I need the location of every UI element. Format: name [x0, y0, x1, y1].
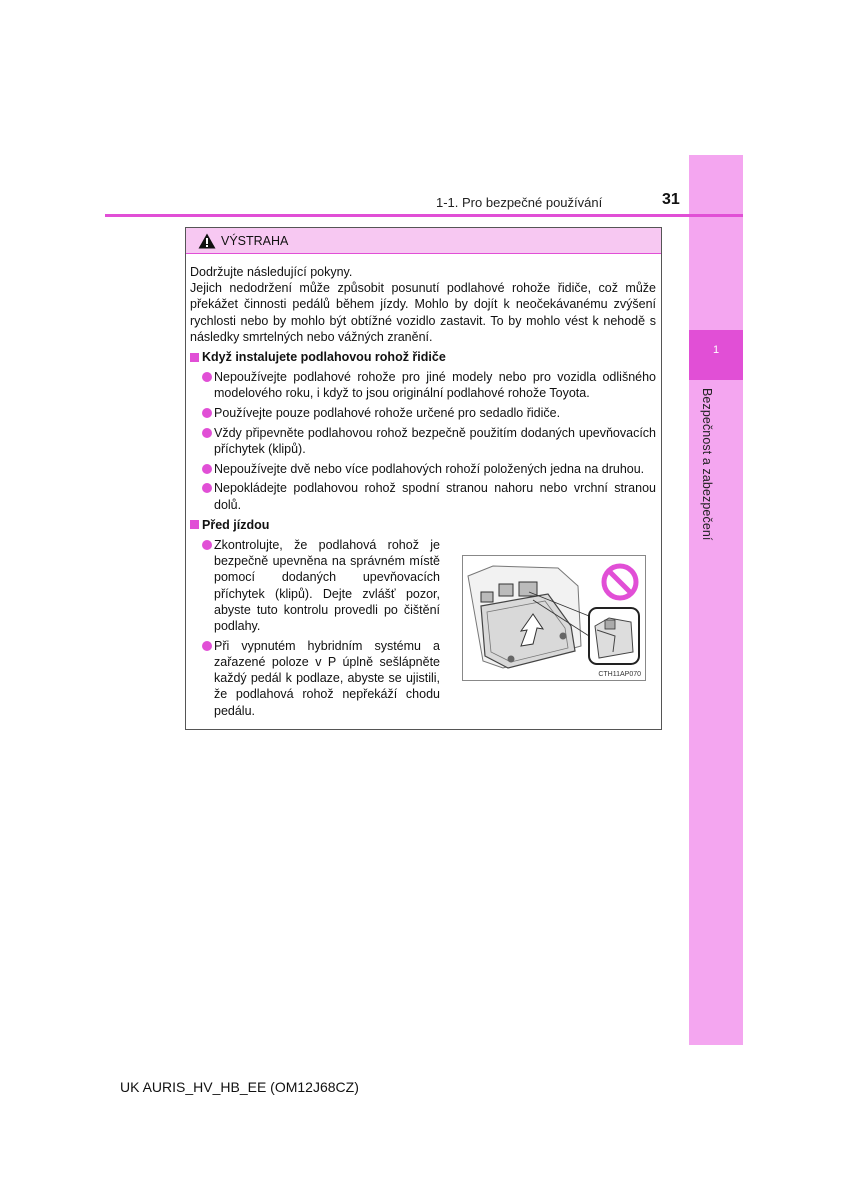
round-bullet-icon: [202, 483, 212, 493]
floor-mat-illustration: [462, 555, 646, 681]
warning-box: [185, 227, 662, 730]
list-item: [202, 480, 656, 512]
chapter-side-tab: [689, 155, 743, 1045]
section-title: 1-1. Pro bezpečné používání: [436, 195, 603, 210]
section-heading-text: Před jízdou: [202, 517, 270, 532]
list-item-text: Při vypnutém hybridním systému a zařazené poloze v P úplně sešlápněte každý pedál k podlaze, abyste se ujistili, že podlahová rohož nepřekáží chodu pedálu.: [214, 638, 440, 718]
list-item-text: Zkontrolujte, že podlahová rohož je bezpečně upevněna na správném místě pomocí dodaných upevňovacích příchytek (klipů). Dejte zvlášť pozor, abyste tuto kontrolu provedli po čištění podlahy.: [214, 538, 440, 634]
list-item: [202, 638, 440, 719]
list-item-text: Nepoužívejte podlahové rohože pro jiné modely nebo pro vozidla odlišného modelového roku, i když to jsou originální podlahové rohože Toyota.: [214, 369, 656, 401]
chapter-number: 1: [712, 344, 720, 356]
header-rule: [105, 214, 743, 217]
section-heading-text: Když instalujete podlahovou rohož řidiče: [202, 350, 446, 365]
before-driving-text: [190, 537, 440, 719]
list-item: [202, 405, 656, 421]
square-bullet-icon: [190, 353, 199, 362]
figure-code: CTH11AP070: [598, 671, 641, 678]
warning-intro: Dodržujte následující pokyny.: [190, 265, 353, 279]
list-item-text: Vždy připevněte podlahovou rohož bezpečně použitím dodaných upevňovacích příchytek (klipů).: [214, 425, 656, 456]
round-bullet-icon: [202, 540, 212, 550]
footer-model-code: UK AURIS_HV_HB_EE (OM12J68CZ): [120, 1079, 359, 1095]
list-item-text: Nepoužívejte dvě nebo více podlahových rohoží položených jedna na druhou.: [214, 461, 645, 476]
chapter-title: Bezpečnost a zabezpečení: [700, 388, 714, 541]
list-item: [202, 425, 656, 457]
list-item: [202, 537, 440, 634]
warning-header: [186, 228, 661, 254]
warning-label: VÝSTRAHA: [221, 233, 289, 248]
warning-text: Jejich nedodržení může způsobit posunutí podlahové rohože řidiče, což může překážet činnosti pedálů během jízdy. Mohlo by dojít k neočekávanému zvýšení rychlosti nebo by mohlo být obtížné vozidlo zastavit. To by mohlo vést k nehodě s následky smrtelných nebo vážných zranění.: [190, 281, 656, 344]
round-bullet-icon: [202, 641, 212, 651]
floor-mat-drawing: [463, 556, 645, 680]
round-bullet-icon: [202, 372, 212, 382]
round-bullet-icon: [202, 428, 212, 438]
list-item: [202, 461, 656, 477]
list-item-text: Používejte pouze podlahové rohože určené pro sedadlo řidiče.: [214, 405, 561, 420]
section-heading: [190, 349, 656, 365]
list-item-text: Nepokládejte podlahovou rohož spodní stranou nahoru nebo vrchní stranou dolů.: [214, 481, 656, 512]
round-bullet-icon: [202, 464, 212, 474]
square-bullet-icon: [190, 520, 199, 529]
list-item: [202, 369, 656, 401]
section-heading: [190, 517, 656, 533]
page-number: 31: [662, 191, 680, 208]
chapter-number-tab[interactable]: [689, 330, 743, 380]
warning-triangle-icon: [198, 233, 216, 249]
round-bullet-icon: [202, 408, 212, 418]
